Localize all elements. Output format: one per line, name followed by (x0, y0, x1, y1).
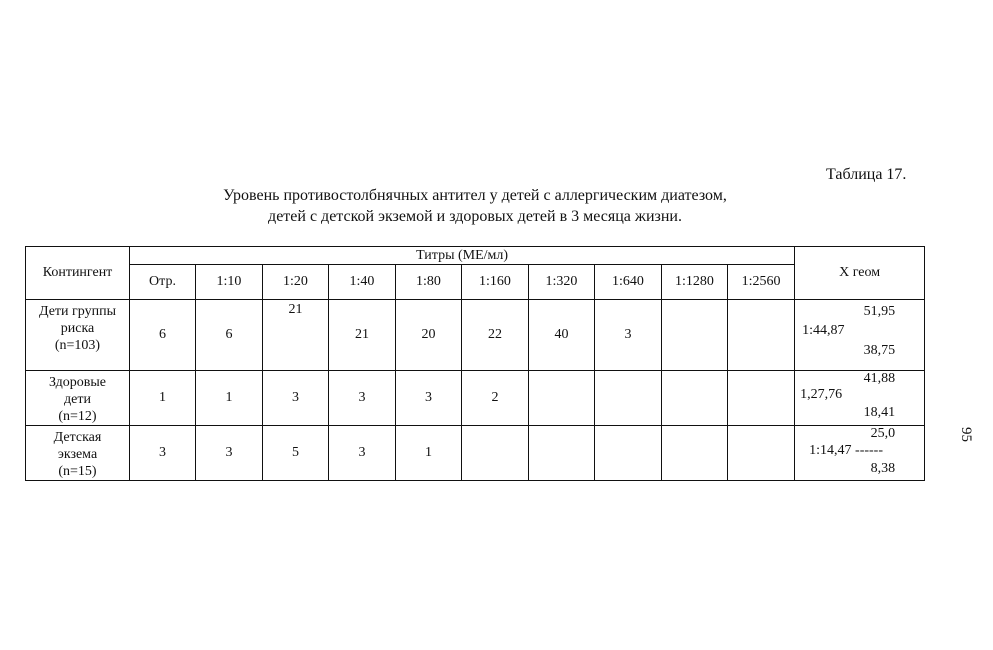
xgeom-upper: 41,88 (863, 371, 896, 386)
xgeom-cell (795, 371, 925, 426)
table-cell: 20 (396, 300, 462, 371)
page-number: 95 (958, 427, 974, 442)
table-cell: 22 (462, 300, 529, 371)
table-cell: 1 (196, 371, 263, 426)
xgeom-lower: 38,75 (863, 343, 896, 358)
titers-header: Титры (МЕ/мл) (130, 247, 795, 265)
table-cell: 1 (130, 371, 196, 426)
table-cell (462, 426, 529, 481)
table-cell: 3 (130, 426, 196, 481)
xgeom-lower: 8,38 (870, 461, 896, 476)
table-cell (728, 371, 795, 426)
xgeom-lower: 18,41 (863, 405, 896, 420)
table-cell (529, 426, 595, 481)
contingent-header: Контингент (26, 247, 130, 300)
table-caption-line-2: детей с детской экземой и здоровых детей в 3 месяца жизни. (268, 208, 682, 225)
xgeom-value: 1:14,47 ------ (809, 443, 884, 458)
table-cell (595, 426, 662, 481)
table-cell: 3 (263, 371, 329, 426)
table-cell (728, 426, 795, 481)
xgeom-header: X геом (795, 247, 925, 300)
xgeom-cell (795, 300, 925, 371)
table-row-eczema (26, 426, 925, 481)
titers-table (25, 246, 925, 481)
table-cell: 6 (130, 300, 196, 371)
table-cell (529, 371, 595, 426)
titer-column-header: 1:20 (263, 265, 329, 300)
header-row-1 (26, 247, 925, 265)
table-cell (662, 371, 728, 426)
table-cell (728, 300, 795, 371)
xgeom-cell (795, 426, 925, 481)
table-caption-line-1: Уровень противостолбнячных антител у детей с аллергическим диатезом, (223, 187, 727, 204)
table-row-risk-group (26, 300, 925, 371)
table-cell: 1 (396, 426, 462, 481)
table-cell (662, 300, 728, 371)
table-cell: 3 (329, 371, 396, 426)
table-cell: 21 (329, 300, 396, 371)
table-cell: 2 (462, 371, 529, 426)
table-cell (662, 426, 728, 481)
row-label: Детская экзема (n=15) (26, 426, 130, 481)
table-number: Таблица 17. (826, 166, 907, 183)
titer-column-header: 1:320 (529, 265, 595, 300)
titer-column-header: 1:80 (396, 265, 462, 300)
xgeom-value: 1:44,87 (802, 323, 845, 338)
table-cell: 5 (263, 426, 329, 481)
header-row-2 (26, 265, 925, 300)
row-label: Дети группы риска (n=103) (26, 300, 130, 371)
table-cell: 3 (196, 426, 263, 481)
titer-column-header: Отр. (130, 265, 196, 300)
xgeom-value: 1,27,76 (800, 387, 843, 402)
row-label: Здоровые дети (n=12) (26, 371, 130, 426)
titer-column-header: 1:40 (329, 265, 396, 300)
table-cell: 3 (396, 371, 462, 426)
titer-column-header: 1:160 (462, 265, 529, 300)
table-row-healthy (26, 371, 925, 426)
table-cell: 3 (329, 426, 396, 481)
table-cell: 21 (263, 300, 329, 371)
titer-column-header: 1:1280 (662, 265, 728, 300)
titer-column-header: 1:10 (196, 265, 263, 300)
table-cell: 40 (529, 300, 595, 371)
xgeom-upper: 51,95 (863, 304, 896, 319)
titer-column-header: 1:2560 (728, 265, 795, 300)
table-cell: 3 (595, 300, 662, 371)
xgeom-upper: 25,0 (870, 426, 896, 441)
titer-column-header: 1:640 (595, 265, 662, 300)
table-cell (595, 371, 662, 426)
table-cell: 6 (196, 300, 263, 371)
